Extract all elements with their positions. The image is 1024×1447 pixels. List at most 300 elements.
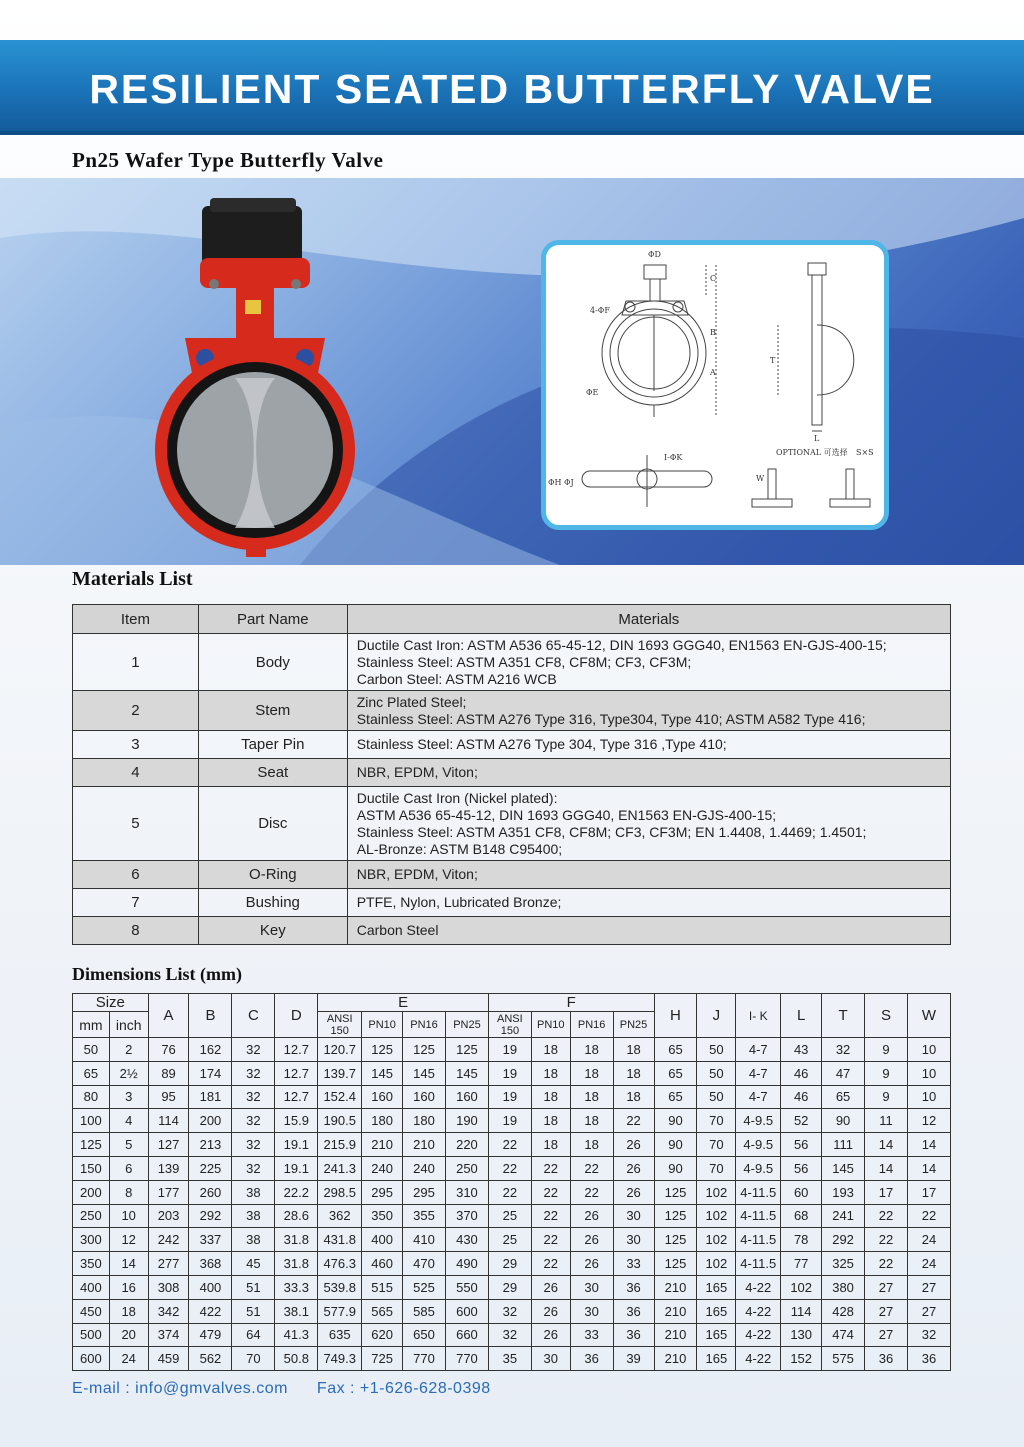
dimensions-cell: 152.4 <box>318 1085 362 1109</box>
dimensions-cell: 160 <box>445 1085 488 1109</box>
email-text[interactable]: E-mail : info@gmvalves.com <box>72 1380 288 1397</box>
dimensions-row <box>73 1228 951 1252</box>
materials-part-name: O-Ring <box>198 861 347 889</box>
dimensions-cell: 51 <box>232 1275 275 1299</box>
dimensions-cell: 70 <box>697 1133 736 1157</box>
dimensions-cell: 50 <box>697 1061 736 1085</box>
dimensions-row <box>73 1109 951 1133</box>
materials-table <box>72 604 951 945</box>
materials-spec <box>347 861 950 889</box>
dimensions-cell: 550 <box>445 1275 488 1299</box>
dimensions-cell: 470 <box>403 1252 446 1276</box>
dimensions-cell: 38.1 <box>275 1299 318 1323</box>
dimensions-cell: 22 <box>865 1252 908 1276</box>
header-inch: inch <box>109 1012 148 1038</box>
header-f-pn16: PN16 <box>570 1012 613 1038</box>
dimensions-cell: 6 <box>109 1156 148 1180</box>
label-phiE: ΦE <box>586 388 599 397</box>
dimensions-cell: 125 <box>654 1180 697 1204</box>
dimensions-cell: 20 <box>109 1323 148 1347</box>
dimensions-cell: 18 <box>613 1038 654 1062</box>
dimensions-cell: 515 <box>362 1275 403 1299</box>
dimensions-cell: 32 <box>822 1038 865 1062</box>
dimensions-cell: 240 <box>362 1156 403 1180</box>
dimensions-cell: 292 <box>189 1204 232 1228</box>
header-f-pn25: PN25 <box>613 1012 654 1038</box>
dimensions-cell: 355 <box>403 1204 446 1228</box>
dimensions-cell: 41.3 <box>275 1323 318 1347</box>
dimensions-cell: 50 <box>73 1038 110 1062</box>
header-J: J <box>697 994 736 1038</box>
dimensions-row <box>73 1347 951 1371</box>
dimensions-cell: 193 <box>822 1180 865 1204</box>
label-optional: OPTIONAL 可选择 <box>776 448 848 457</box>
dimensions-cell: 90 <box>654 1133 697 1157</box>
dimensions-cell: 479 <box>189 1323 232 1347</box>
dimensions-cell: 180 <box>403 1109 446 1133</box>
dimension-drawing-card <box>541 240 889 530</box>
dimensions-cell: 410 <box>403 1228 446 1252</box>
materials-spec-line: Stainless Steel: ASTM A276 Type 304, Type 316 ,Type 410; <box>356 736 727 752</box>
materials-part-name: Taper Pin <box>198 731 347 759</box>
dimensions-cell: 210 <box>654 1347 697 1371</box>
materials-row <box>73 787 951 861</box>
dimensions-cell: 430 <box>445 1228 488 1252</box>
header-materials: Materials <box>347 605 950 634</box>
dimensions-row <box>73 1323 951 1347</box>
dimensions-cell: 14 <box>907 1133 950 1157</box>
dimensions-cell: 4-22 <box>736 1275 781 1299</box>
dimensions-cell: 28.6 <box>275 1204 318 1228</box>
label-4phiF: 4-ΦF <box>590 306 610 315</box>
dimensions-cell: 102 <box>697 1180 736 1204</box>
materials-list-title: Materials List <box>72 568 193 590</box>
dimensions-cell: 177 <box>148 1180 189 1204</box>
dimensions-cell: 32 <box>232 1085 275 1109</box>
dimensions-cell: 39 <box>613 1347 654 1371</box>
dimensions-cell: 4-7 <box>736 1061 781 1085</box>
dimensions-cell: 19.1 <box>275 1133 318 1157</box>
materials-spec <box>347 889 950 917</box>
dimensions-cell: 90 <box>654 1156 697 1180</box>
dimensions-cell: 4-11.5 <box>736 1180 781 1204</box>
dimensions-cell: 9 <box>865 1038 908 1062</box>
dimensions-cell: 80 <box>73 1085 110 1109</box>
materials-spec-line: NBR, EPDM, Viton; <box>356 764 478 780</box>
dimensions-cell: 26 <box>531 1299 570 1323</box>
header-L: L <box>781 994 822 1038</box>
dimensions-cell: 18 <box>570 1133 613 1157</box>
dimensions-cell: 374 <box>148 1323 189 1347</box>
dimensions-row <box>73 1299 951 1323</box>
dimensions-cell: 52 <box>781 1109 822 1133</box>
dimensions-cell: 565 <box>362 1299 403 1323</box>
materials-row <box>73 889 951 917</box>
label-SxS: S×S <box>856 448 874 457</box>
dimensions-cell: 9 <box>865 1061 908 1085</box>
dimensions-cell: 56 <box>781 1156 822 1180</box>
dimensions-cell: 12 <box>109 1228 148 1252</box>
dimensions-cell: 46 <box>781 1085 822 1109</box>
dimensions-cell: 342 <box>148 1299 189 1323</box>
materials-item: 3 <box>73 731 199 759</box>
label-W: W <box>756 474 765 483</box>
dimensions-cell: 22 <box>570 1180 613 1204</box>
dimensions-cell: 300 <box>73 1228 110 1252</box>
dimensions-cell: 90 <box>822 1109 865 1133</box>
dimensions-cell: 30 <box>570 1275 613 1299</box>
dimensions-cell: 200 <box>73 1180 110 1204</box>
header-size: Size <box>73 994 149 1012</box>
materials-spec <box>347 634 950 691</box>
dimensions-cell: 4-22 <box>736 1299 781 1323</box>
dimensions-cell: 65 <box>822 1085 865 1109</box>
dimensions-cell: 56 <box>781 1133 822 1157</box>
dimensions-cell: 18 <box>531 1133 570 1157</box>
dimensions-cell: 325 <box>822 1252 865 1276</box>
dimensions-cell: 114 <box>781 1299 822 1323</box>
materials-row <box>73 917 951 945</box>
dimensions-cell: 111 <box>822 1133 865 1157</box>
dimensions-cell: 65 <box>73 1061 110 1085</box>
dimensions-cell: 4-7 <box>736 1085 781 1109</box>
dimensions-cell: 277 <box>148 1252 189 1276</box>
dimensions-cell: 36 <box>613 1275 654 1299</box>
dimensions-cell: 770 <box>445 1347 488 1371</box>
dimensions-cell: 295 <box>362 1180 403 1204</box>
hero-section <box>0 178 1024 565</box>
dimensions-cell: 50.8 <box>275 1347 318 1371</box>
dimensions-cell: 125 <box>73 1133 110 1157</box>
dimensions-cell: 70 <box>697 1156 736 1180</box>
label-phiH: ΦH <box>548 478 562 487</box>
dimensions-cell: 114 <box>148 1109 189 1133</box>
dimensions-cell: 12.7 <box>275 1085 318 1109</box>
dimensions-cell: 210 <box>654 1275 697 1299</box>
dimensions-cell: 130 <box>781 1323 822 1347</box>
dimensions-cell: 337 <box>189 1228 232 1252</box>
materials-item: 6 <box>73 861 199 889</box>
header-f-ansi150: ANSI 150 <box>488 1012 531 1038</box>
dimensions-cell: 18 <box>531 1085 570 1109</box>
dimensions-cell: 145 <box>403 1061 446 1085</box>
dimensions-cell: 46 <box>781 1061 822 1085</box>
materials-part-name: Seat <box>198 759 347 787</box>
dimensions-cell: 241.3 <box>318 1156 362 1180</box>
materials-item: 1 <box>73 634 199 691</box>
dimensions-cell: 12.7 <box>275 1061 318 1085</box>
dimensions-cell: 27 <box>907 1299 950 1323</box>
dimensions-cell: 200 <box>189 1109 232 1133</box>
dimensions-cell: 18 <box>531 1061 570 1085</box>
dimensions-cell: 160 <box>362 1085 403 1109</box>
dimensions-cell: 162 <box>189 1038 232 1062</box>
dimensions-cell: 26 <box>570 1228 613 1252</box>
dimensions-cell: 33 <box>570 1323 613 1347</box>
dimensions-cell: 4-9.5 <box>736 1156 781 1180</box>
dimensions-cell: 18 <box>531 1109 570 1133</box>
dimensions-cell: 152 <box>781 1347 822 1371</box>
dimensions-cell: 90 <box>654 1109 697 1133</box>
dimensions-cell: 585 <box>403 1299 446 1323</box>
dimensions-cell: 125 <box>654 1228 697 1252</box>
dimensions-cell: 26 <box>613 1133 654 1157</box>
header-item: Item <box>73 605 199 634</box>
dimensions-cell: 64 <box>232 1323 275 1347</box>
dimensions-cell: 30 <box>531 1347 570 1371</box>
label-phiJ: ΦJ <box>564 478 574 487</box>
dimensions-row <box>73 1133 951 1157</box>
dimensions-cell: 30 <box>570 1299 613 1323</box>
dimensions-cell: 14 <box>865 1133 908 1157</box>
dimensions-cell: 210 <box>654 1323 697 1347</box>
dimensions-cell: 770 <box>403 1347 446 1371</box>
dimensions-cell: 577.9 <box>318 1299 362 1323</box>
dimensions-cell: 22 <box>865 1228 908 1252</box>
dimensions-cell: 145 <box>445 1061 488 1085</box>
dimensions-cell: 22 <box>613 1109 654 1133</box>
dimensions-cell: 749.3 <box>318 1347 362 1371</box>
dimensions-cell: 180 <box>362 1109 403 1133</box>
dimensions-cell: 70 <box>697 1109 736 1133</box>
dimensions-row <box>73 1038 951 1062</box>
dimensions-cell: 22 <box>531 1180 570 1204</box>
dimensions-row <box>73 1252 951 1276</box>
dimensions-cell: 600 <box>445 1299 488 1323</box>
materials-spec-line: Carbon Steel: ASTM A216 WCB <box>356 670 557 687</box>
dimensions-cell: 18 <box>531 1038 570 1062</box>
dimensions-cell: 26 <box>570 1252 613 1276</box>
materials-spec-line: ASTM A536 65-45-12, DIN 1693 GGG40, EN1563 EN-GJS-400-15; <box>356 806 777 823</box>
dimensions-cell: 210 <box>362 1133 403 1157</box>
dimensions-cell: 29 <box>488 1252 531 1276</box>
dimensions-cell: 174 <box>189 1061 232 1085</box>
header-T: T <box>822 994 865 1038</box>
dimensions-cell: 12 <box>907 1109 950 1133</box>
dimensions-cell: 14 <box>865 1156 908 1180</box>
dimensions-cell: 310 <box>445 1180 488 1204</box>
dimensions-cell: 27 <box>865 1323 908 1347</box>
dimensions-cell: 400 <box>362 1228 403 1252</box>
dimensions-cell: 145 <box>822 1156 865 1180</box>
materials-row <box>73 731 951 759</box>
dimensions-cell: 38 <box>232 1180 275 1204</box>
materials-spec <box>347 917 950 945</box>
dimensions-cell: 102 <box>697 1228 736 1252</box>
dimensions-cell: 17 <box>907 1180 950 1204</box>
dimensions-cell: 490 <box>445 1252 488 1276</box>
dimensions-cell: 150 <box>73 1156 110 1180</box>
header-C: C <box>232 994 275 1038</box>
dimensions-cell: 725 <box>362 1347 403 1371</box>
dimensions-cell: 215.9 <box>318 1133 362 1157</box>
dimensions-cell: 19 <box>488 1061 531 1085</box>
header-W: W <box>907 994 950 1038</box>
dimensions-cell: 60 <box>781 1180 822 1204</box>
dimensions-cell: 26 <box>531 1275 570 1299</box>
dimensions-cell: 18 <box>109 1299 148 1323</box>
dimensions-cell: 145 <box>362 1061 403 1085</box>
dimensions-cell: 47 <box>822 1061 865 1085</box>
dimensions-cell: 22 <box>531 1252 570 1276</box>
fax-text: Fax : +1-626-628-0398 <box>316 1380 491 1397</box>
header-D: D <box>275 994 318 1038</box>
label-T: T <box>770 356 776 365</box>
dimensions-body <box>73 1038 951 1371</box>
materials-item: 5 <box>73 787 199 861</box>
dimensions-cell: 29 <box>488 1275 531 1299</box>
dimensions-cell: 225 <box>189 1156 232 1180</box>
dimensions-cell: 25 <box>488 1228 531 1252</box>
dimensions-cell: 292 <box>822 1228 865 1252</box>
materials-spec <box>347 787 950 861</box>
dimensions-cell: 4-11.5 <box>736 1228 781 1252</box>
header-e-pn25: PN25 <box>445 1012 488 1038</box>
title-banner <box>0 40 1024 135</box>
header-F: F <box>488 994 654 1012</box>
dimensions-cell: 22 <box>531 1204 570 1228</box>
materials-spec-line: NBR, EPDM, Viton; <box>356 866 478 882</box>
dimensions-cell: 350 <box>362 1204 403 1228</box>
dimensions-cell: 400 <box>73 1275 110 1299</box>
materials-part-name: Disc <box>198 787 347 861</box>
dimensions-cell: 26 <box>570 1204 613 1228</box>
materials-row <box>73 759 951 787</box>
dimensions-cell: 250 <box>73 1204 110 1228</box>
dimensions-cell: 31.8 <box>275 1228 318 1252</box>
materials-row <box>73 861 951 889</box>
dimensions-cell: 65 <box>654 1061 697 1085</box>
dimensions-row <box>73 1180 951 1204</box>
header-part-name: Part Name <box>198 605 347 634</box>
dimensions-cell: 26 <box>531 1323 570 1347</box>
materials-spec-line: Carbon Steel <box>356 922 439 938</box>
materials-spec-line: Stainless Steel: ASTM A351 CF8, CF8M; CF3, CF3M; EN 1.4408, 1.4469; 1.4501; <box>356 823 867 840</box>
dimensions-cell: 36 <box>907 1347 950 1371</box>
dimensions-cell: 428 <box>822 1299 865 1323</box>
dimensions-cell: 240 <box>403 1156 446 1180</box>
materials-spec-line: AL-Bronze: ASTM B148 C95400; <box>356 840 563 857</box>
dimensions-cell: 4-22 <box>736 1347 781 1371</box>
materials-spec-line: Zinc Plated Steel; <box>356 693 467 710</box>
butterfly-valve-photo <box>150 188 360 558</box>
dimensions-cell: 250 <box>445 1156 488 1180</box>
dimensions-cell: 77 <box>781 1252 822 1276</box>
dimensions-cell: 38 <box>232 1204 275 1228</box>
dimensions-cell: 32 <box>488 1299 531 1323</box>
dimensions-cell: 16 <box>109 1275 148 1299</box>
dimensions-cell: 36 <box>613 1323 654 1347</box>
materials-part-name: Bushing <box>198 889 347 917</box>
dimensions-cell: 22 <box>488 1133 531 1157</box>
dimensions-cell: 17 <box>865 1180 908 1204</box>
dimensions-cell: 10 <box>907 1085 950 1109</box>
dimensions-cell: 15.9 <box>275 1109 318 1133</box>
dimensions-cell: 24 <box>907 1228 950 1252</box>
dimensions-cell: 27 <box>865 1275 908 1299</box>
dimensions-cell: 102 <box>781 1275 822 1299</box>
header-f-pn10: PN10 <box>531 1012 570 1038</box>
materials-item: 2 <box>73 691 199 731</box>
dimensions-cell: 18 <box>570 1038 613 1062</box>
dimensions-cell: 600 <box>73 1347 110 1371</box>
dimensions-cell: 30 <box>613 1204 654 1228</box>
materials-spec-line: Stainless Steel: ASTM A351 CF8, CF8M; CF3, CF3M; <box>356 653 692 670</box>
dimensions-cell: 22 <box>531 1228 570 1252</box>
dimensions-cell: 241 <box>822 1204 865 1228</box>
dimensions-cell: 213 <box>189 1133 232 1157</box>
materials-spec-line: PTFE, Nylon, Lubricated Bronze; <box>356 894 562 910</box>
dimensions-cell: 32 <box>232 1061 275 1085</box>
materials-spec-line: Ductile Cast Iron: ASTM A536 65-45-12, DIN 1693 GGG40, EN1563 EN-GJS-400-15; <box>356 636 887 653</box>
dimensions-cell: 24 <box>109 1347 148 1371</box>
dimensions-cell: 95 <box>148 1085 189 1109</box>
materials-spec-line: Ductile Cast Iron (Nickel plated): <box>356 789 558 806</box>
dimensions-cell: 125 <box>403 1038 446 1062</box>
dimensions-cell: 362 <box>318 1204 362 1228</box>
dimensions-cell: 38 <box>232 1228 275 1252</box>
dimensions-cell: 50 <box>697 1038 736 1062</box>
dimensions-row <box>73 1204 951 1228</box>
dimensions-cell: 562 <box>189 1347 232 1371</box>
dimensions-cell: 102 <box>697 1204 736 1228</box>
dimensions-cell: 35 <box>488 1347 531 1371</box>
dimensions-cell: 476.3 <box>318 1252 362 1276</box>
dimensions-cell: 308 <box>148 1275 189 1299</box>
dimensions-cell: 165 <box>697 1299 736 1323</box>
dimensions-cell: 5 <box>109 1133 148 1157</box>
materials-part-name: Body <box>198 634 347 691</box>
dimensions-cell: 22 <box>531 1156 570 1180</box>
header-mm: mm <box>73 1012 110 1038</box>
dimensions-cell: 125 <box>654 1204 697 1228</box>
dimensions-cell: 18 <box>613 1061 654 1085</box>
dimensions-cell: 18 <box>570 1061 613 1085</box>
dimensions-cell: 10 <box>907 1061 950 1085</box>
dimensions-cell: 76 <box>148 1038 189 1062</box>
dimensions-table <box>72 993 951 1371</box>
dimensions-cell: 32 <box>232 1038 275 1062</box>
materials-row <box>73 691 951 731</box>
dimensions-cell: 65 <box>654 1085 697 1109</box>
dimensions-cell: 32 <box>232 1133 275 1157</box>
dimensions-cell: 32 <box>232 1109 275 1133</box>
materials-part-name: Key <box>198 917 347 945</box>
dimensions-cell: 10 <box>109 1204 148 1228</box>
dimensions-cell: 22 <box>570 1156 613 1180</box>
dimensions-cell: 26 <box>613 1156 654 1180</box>
header-E: E <box>318 994 489 1012</box>
dimension-drawing <box>546 245 884 525</box>
dimensions-cell: 635 <box>318 1323 362 1347</box>
materials-spec-line: Stainless Steel: ASTM A276 Type 316, Type304, Type 410; ASTM A582 Type 416; <box>356 710 866 727</box>
contact-footer <box>72 1380 515 1398</box>
dimensions-cell: 100 <box>73 1109 110 1133</box>
dimensions-cell: 50 <box>697 1085 736 1109</box>
dimensions-cell: 125 <box>654 1252 697 1276</box>
dimensions-cell: 190 <box>445 1109 488 1133</box>
dimensions-cell: 31.8 <box>275 1252 318 1276</box>
dimensions-cell: 3 <box>109 1085 148 1109</box>
dimensions-cell: 160 <box>403 1085 446 1109</box>
dimensions-cell: 120.7 <box>318 1038 362 1062</box>
dimensions-cell: 125 <box>445 1038 488 1062</box>
dimensions-cell: 525 <box>403 1275 446 1299</box>
dimensions-cell: 102 <box>697 1252 736 1276</box>
dimensions-cell: 220 <box>445 1133 488 1157</box>
dimensions-row <box>73 1085 951 1109</box>
dimensions-cell: 380 <box>822 1275 865 1299</box>
